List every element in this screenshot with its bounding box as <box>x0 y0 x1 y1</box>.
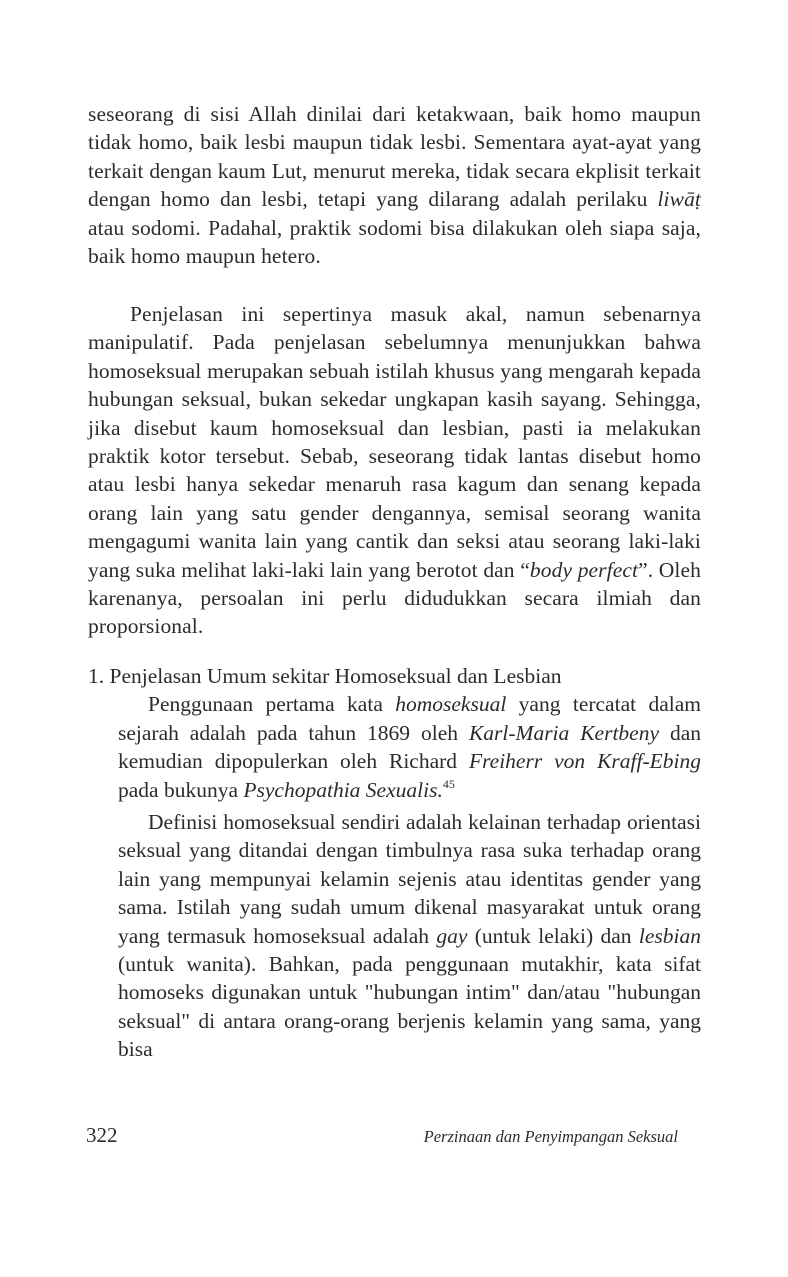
section-p2-text-a: Definisi homoseksual sendiri adalah kelainan terhadap orientasi seksual yang ditandai dengan timbulnya rasa suka terhadap orang lain yang mempunyai kelamin sejenis atau identitas gender yang sama. Istilah yang sudah umum dikenal masyarakat untuk orang yang termasuk homoseksual adalah <box>118 810 701 948</box>
section-homoseksual-lesbian <box>88 662 701 1064</box>
section-p1-text-c: dan kemudian dipopulerkan oleh Richard <box>118 720 702 774</box>
section-heading: 1. Penjelasan Umum sekitar Homoseksual dan Lesbian <box>88 664 562 688</box>
page-number: 322 <box>86 1123 118 1147</box>
term-liwat: liwāṭ <box>657 187 701 212</box>
name-kertbeny: Karl-Maria Kertbeny <box>468 720 660 745</box>
running-title: Perzinaan dan Penyimpangan Seksual <box>423 1127 678 1146</box>
paragraph-1-text-a: seseorang di sisi Allah dinilai dari ketakwaan, baik homo maupun tidak homo, baik lesbi maupun tidak lesbi. Sementara ayat-ayat yang terkait dengan kaum Lut, menurut mereka, tidak secara ekplisit terkait dengan homo dan lesbi, tetapi yang dilarang adalah perilaku <box>88 102 701 212</box>
section-paragraph-2 <box>118 808 701 1064</box>
section-p1-text-d: pada bukunya <box>118 777 244 802</box>
term-gay: gay <box>436 923 468 948</box>
section-body <box>118 690 701 1063</box>
section-p1-text-a: Penggunaan pertama kata <box>148 692 396 717</box>
footnote-reference: 45 <box>442 776 455 791</box>
name-kraff-ebing: Freiherr von Kraff-Ebing <box>468 749 701 774</box>
term-lesbian: lesbian <box>638 923 701 948</box>
section-paragraph-1 <box>118 690 701 804</box>
term-homoseksual: homoseksual <box>395 692 507 717</box>
body-paragraph-1 <box>88 100 701 270</box>
paragraph-2-text-a: Penjelasan ini sepertinya masuk akal, namun sebenarnya manipulatif. Pada penjelasan sebelumnya menunjukkan bahwa homoseksual merupakan sebuah istilah khusus yang mengarah kepada hubungan seksual, bukan sekedar ungkapan kasih sayang. Sehingga, jika disebut kaum homoseksual dan lesbian, pasti ia melakukan praktik kotor tersebut. Sebab, seseorang tidak lantas disebut homo atau lesbi hanya sekedar menaruh rasa kagum dan senang kepada orang lain yang satu gender dengannya, semisal seorang wanita mengagumi wanita lain yang cantik dan seksi atau seorang laki-laki yang suka melihat laki-laki lain yang berotot dan “ <box>88 302 701 582</box>
section-p2-text-c: (untuk wanita). Bahkan, pada penggunaan mutakhir, kata sifat homoseks digunakan untuk "hubungan intim" dan/atau "hubungan seksual" di antara orang-orang berjenis kelamin yang sama, yang bisa <box>118 952 701 1062</box>
paragraph-2-text-b: ”. Oleh karenanya, persoalan ini perlu didudukkan secara ilmiah dan proporsional. <box>88 557 701 639</box>
book-title: Psychopathia Sexualis. <box>243 777 443 802</box>
body-paragraph-2 <box>88 300 701 641</box>
paragraph-1-text-b: atau sodomi. Padahal, praktik sodomi bisa dilakukan oleh siapa saja, baik homo maupun hetero. <box>88 215 701 269</box>
term-body-perfect: body perfect <box>529 557 639 582</box>
section-p1-text-b: yang tercatat dalam sejarah adalah pada tahun 1869 oleh <box>118 692 701 745</box>
section-p2-text-b: (untuk lelaki) dan <box>467 923 639 948</box>
